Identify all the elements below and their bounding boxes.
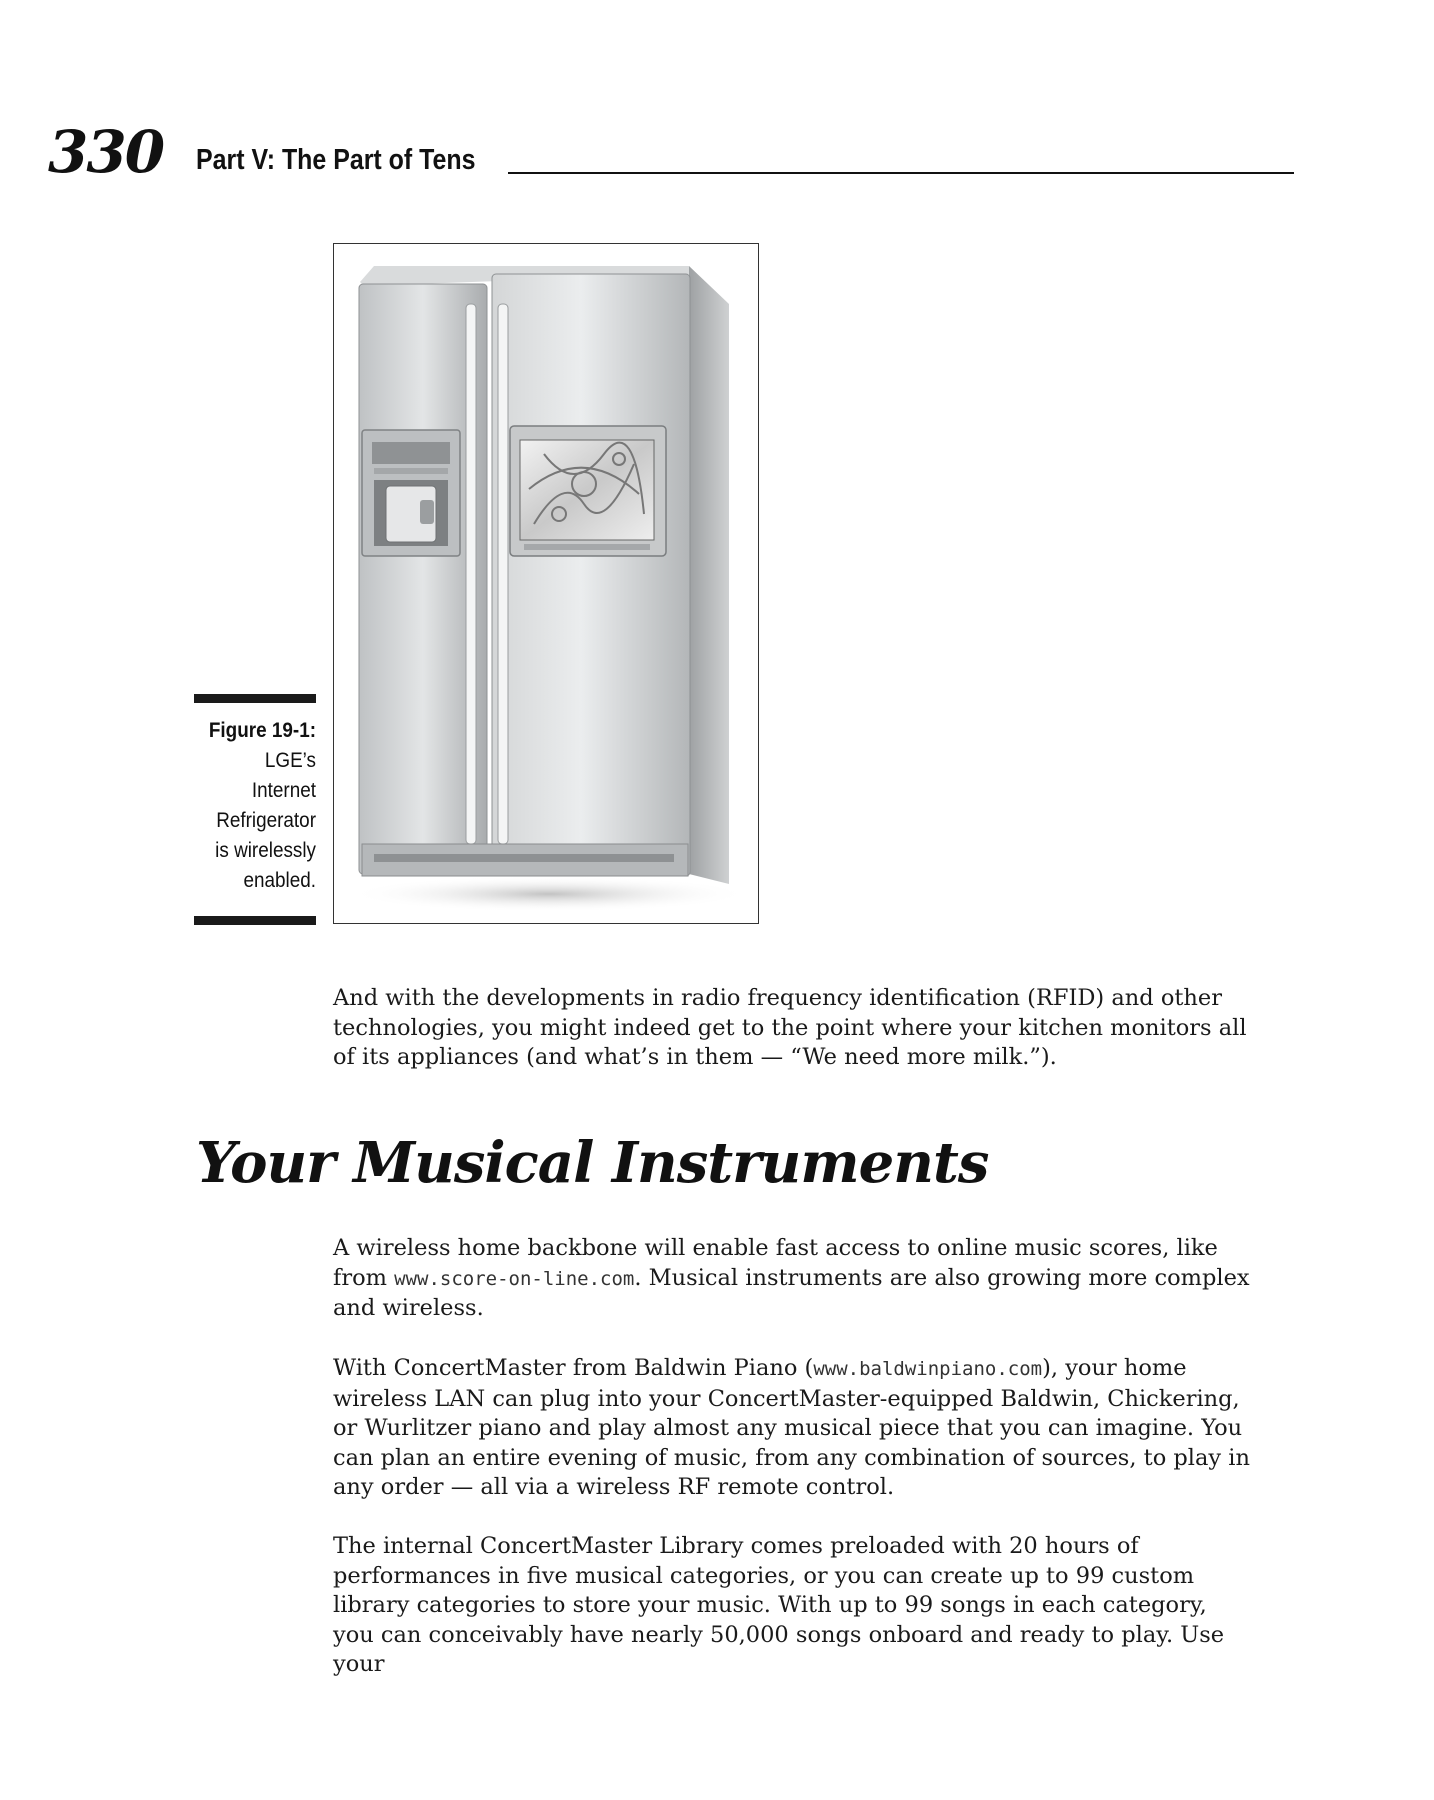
paragraph-concertmaster (333, 1354, 1253, 1503)
paragraph-text: With ConcertMaster from Baldwin Piano ( (333, 1355, 814, 1381)
figure-image (333, 243, 759, 924)
url-score-on-line[interactable]: www.score-on-line.com (394, 1267, 635, 1290)
caption-line: is wirelessly (215, 839, 316, 862)
paragraph-text: . Musical instruments are also growing more complex and wireless. (333, 1264, 1250, 1321)
paragraph-rfid: And with the developments in radio frequency identification (RFID) and other technologies, you might indeed get to the point where your kitchen monitors all of its appliances (and what’s in them — “We need more milk.”). (333, 985, 1247, 1070)
caption-line: Internet (251, 779, 316, 802)
figure-caption (194, 694, 316, 896)
caption-bottom-bar (194, 916, 316, 925)
caption-line: Refrigerator (216, 809, 316, 832)
caption-line: enabled. (243, 869, 316, 892)
url-baldwinpiano[interactable]: www.baldwinpiano.com (813, 1358, 1043, 1380)
paragraph-text: ), your home wireless LAN can plug into your ConcertMaster-equipped Baldwin, Chickering, or Wurlitzer piano and play almost any musical piece that you can imagine. You can plan an entire evening of music, from any combination of sources, to play in any order — all via a wireless RF remote control. (333, 1355, 1250, 1500)
paragraph-library: The internal ConcertMaster Library comes preloaded with 20 hours of performances in five musical categories, or you can create up to 99 custom library categories to store your music. With up to 99 songs in each category, you can conceivably have nearly 50,000 songs onboard and ready to play. Use your (333, 1533, 1225, 1677)
paragraph-backbone (333, 1234, 1253, 1324)
page-number: 330 (48, 118, 164, 186)
refrigerator-illustration (334, 244, 758, 923)
part-title: Part V: The Part of Tens (196, 144, 476, 176)
figure-label: Figure 19-1: (208, 719, 316, 742)
section-heading: Your Musical Instruments (196, 1130, 989, 1196)
paragraph-text: A wireless home backbone will enable fast access to online music scores, like from (333, 1235, 1218, 1291)
page-header (48, 118, 1248, 198)
header-rule (508, 172, 1294, 174)
caption-line: LGE’s (264, 749, 316, 772)
